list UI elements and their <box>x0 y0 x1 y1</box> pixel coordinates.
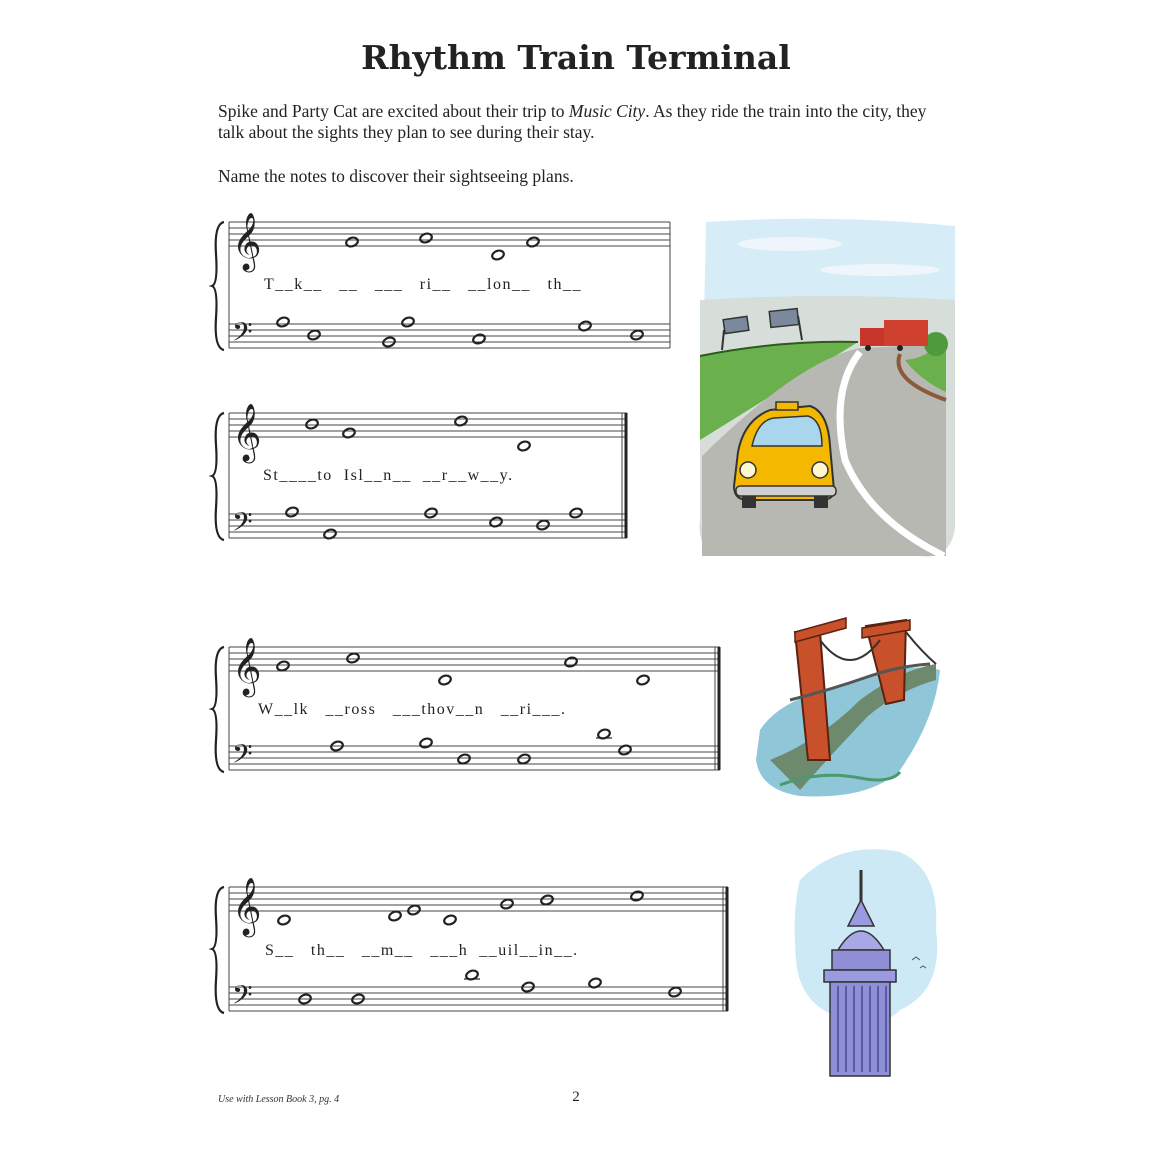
brace-icon <box>212 647 224 772</box>
bass-clef-icon: 𝄢 <box>232 316 253 354</box>
grand-staff-2 <box>212 403 627 544</box>
treble-notes <box>277 890 644 926</box>
instruction-text: Name the notes to discover their sightseeing plans. <box>218 166 574 186</box>
taxi-road-illustration <box>700 219 955 557</box>
bass-clef-icon: 𝄢 <box>232 506 253 544</box>
treble-notes <box>305 415 531 452</box>
page-number: 2 <box>572 1089 580 1105</box>
footer-reference: Use with Lesson Book 3, pg. 4 <box>218 1094 340 1105</box>
bridge-illustration <box>756 618 940 796</box>
grand-staff-3 <box>212 637 720 776</box>
bass-clef-icon: 𝄢 <box>232 738 253 776</box>
grand-staff-4 <box>212 877 728 1017</box>
treble-clef-icon: 𝄞 <box>232 403 262 461</box>
lyric-line-4: S__ th__ __m__ ___h __uil__in__. <box>265 942 579 959</box>
treble-clef-icon: 𝄞 <box>232 212 262 270</box>
brace-icon <box>212 413 224 540</box>
treble-notes <box>276 652 650 686</box>
intro-text-1: Spike and Party Cat are excited about their trip to <box>218 101 569 121</box>
lyric-line-3: W__lk __ross ___thov__n __ri___. <box>258 701 567 718</box>
grand-staff-1 <box>212 212 670 354</box>
lyric-line-2: St____to Isl__n__ __r__w__y. <box>263 467 514 484</box>
lyric-line-1: T__k__ __ ___ ri__ __lon__ th__ <box>264 276 582 293</box>
bass-notes <box>285 506 583 540</box>
brace-icon <box>212 887 224 1013</box>
skyscraper-illustration <box>795 849 938 1076</box>
treble-clef-icon: 𝄞 <box>232 877 262 935</box>
intro-text-2: . As they ride the train into the city, they talk about the sights they plan to see during their stay. <box>218 101 927 142</box>
page-title: Rhythm Train Terminal <box>361 38 791 77</box>
intro-city-name: Music City <box>568 101 646 121</box>
bass-notes <box>276 316 644 348</box>
treble-clef-icon: 𝄞 <box>232 637 262 695</box>
bass-clef-icon: 𝄢 <box>232 979 253 1017</box>
brace-icon <box>212 222 224 350</box>
